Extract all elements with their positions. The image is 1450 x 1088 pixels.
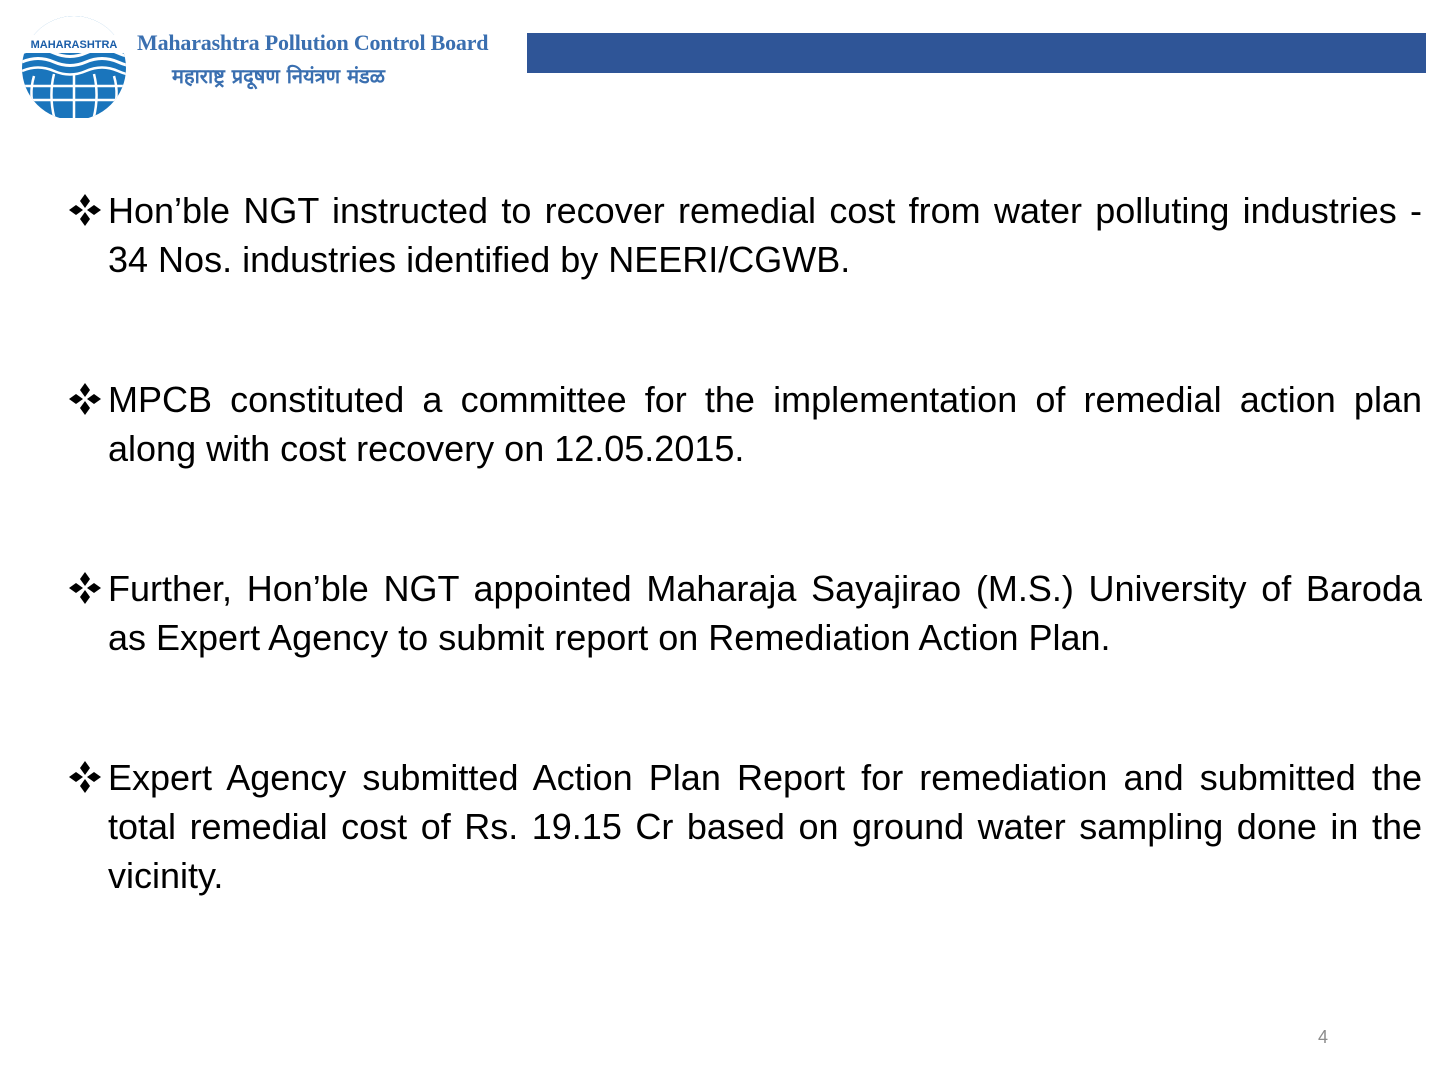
org-name-english: Maharashtra Pollution Control Board bbox=[137, 30, 489, 55]
diamond-dots-bullet-icon bbox=[66, 375, 106, 424]
bullet-item bbox=[66, 753, 1422, 900]
page-number: 4 bbox=[1318, 1027, 1329, 1047]
header-bar bbox=[527, 33, 1426, 73]
bullet-text: Further, Hon’ble NGT appointed Maharaja Sayajirao (M.S.) University of Baroda as Expert Agency to submit report on Remediation Action Plan. bbox=[108, 568, 1422, 658]
bullet-text: Expert Agency submitted Action Plan Report for remediation and submitted the total remedial cost of Rs. 19.15 Cr based on ground water sampling done in the vicinity. bbox=[108, 757, 1422, 896]
bullet-item bbox=[66, 186, 1422, 284]
bullet-item bbox=[66, 375, 1422, 473]
mpcb-logo bbox=[18, 8, 134, 118]
org-name-hindi: महाराष्ट्र प्रदूषण नियंत्रण मंडळ bbox=[172, 64, 385, 88]
bullet-text: MPCB constituted a committee for the implementation of remedial action plan along with cost recovery on 12.05.2015. bbox=[108, 379, 1422, 469]
diamond-dots-bullet-icon bbox=[66, 753, 106, 802]
logo-label: MAHARASHTRA bbox=[30, 39, 118, 51]
diamond-dots-bullet-icon bbox=[66, 186, 106, 235]
bullet-item bbox=[66, 564, 1422, 662]
diamond-dots-bullet-icon bbox=[66, 564, 106, 613]
bullet-list bbox=[66, 186, 1422, 900]
bullet-text: Hon’ble NGT instructed to recover remedial cost from water polluting industries - 34 Nos. industries identified by NEERI/CGWB. bbox=[108, 190, 1422, 280]
